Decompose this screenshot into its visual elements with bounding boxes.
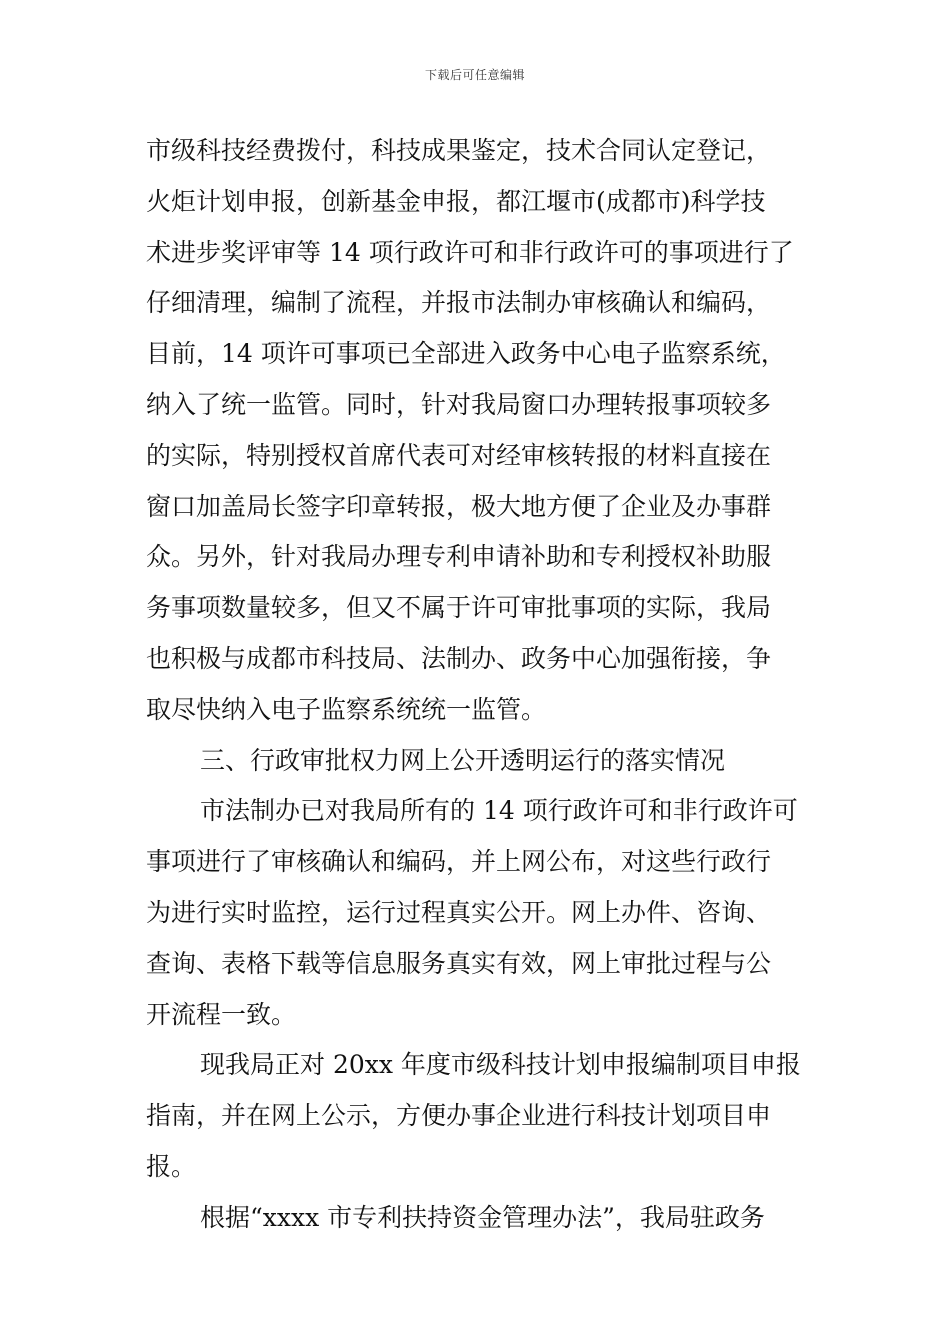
text-line: 根据“xxxx 市专利扶持资金管理办法”，我局驻政务 (200, 1202, 765, 1232)
text-line: 也积极与成都市科技局、法制办、政务中心加强衔接，争 (146, 643, 772, 673)
text-line: 事项进行了审核确认和编码，并上网公布，对这些行政行 (146, 847, 772, 877)
text-line: 开流程一致。 (146, 999, 297, 1029)
text-line: 纳入了统一监管。同时，针对我局窗口办理转报事项较多 (146, 389, 772, 419)
text-line: 火炬计划申报，创新基金申报，都江堰市(成都市)科学技 (146, 186, 766, 216)
text-line: 目前，14 项许可事项已全部进入政务中心电子监察系统， (146, 339, 786, 369)
text-line: 指南，并在网上公示，方便办事企业进行科技计划项目申 (146, 1101, 772, 1131)
text-line: 务事项数量较多，但又不属于许可审批事项的实际，我局 (146, 593, 772, 623)
text-line: 市级科技经费拨付，科技成果鉴定，技术合同认定登记， (146, 136, 772, 165)
text-line: 报。 (146, 1151, 197, 1181)
text-line: 取尽快纳入电子监察系统统一监管。 (146, 694, 547, 724)
text-line: 为进行实时监控，运行过程真实公开。网上办件、咨询、 (146, 897, 772, 927)
text-line: 现我局正对 20xx 年度市级科技计划申报编制项目申报 (200, 1050, 801, 1080)
document-body (146, 126, 810, 1244)
section-heading: 三、行政审批权力网上公开透明运行的落实情况 (200, 745, 726, 775)
text-line: 窗口加盖局长签字印章转报，极大地方便了企业及办事群 (146, 491, 772, 521)
text-line: 市法制办已对我局所有的 14 项行政许可和非行政许可 (200, 796, 798, 826)
text-line: 众。另外，针对我局办理专利申请补助和专利授权补助服 (146, 542, 772, 572)
text-line: 的实际，特别授权首席代表可对经审核转报的材料直接在 (146, 440, 772, 470)
text-line: 查询、表格下载等信息服务真实有效，网上审批过程与公 (146, 948, 772, 978)
page-header: 下载后可任意编辑 (424, 68, 525, 82)
text-line: 术进步奖评审等 14 项行政许可和非行政许可的事项进行了 (146, 237, 794, 267)
text-line: 仔细清理，编制了流程，并报市法制办审核确认和编码， (146, 288, 772, 318)
